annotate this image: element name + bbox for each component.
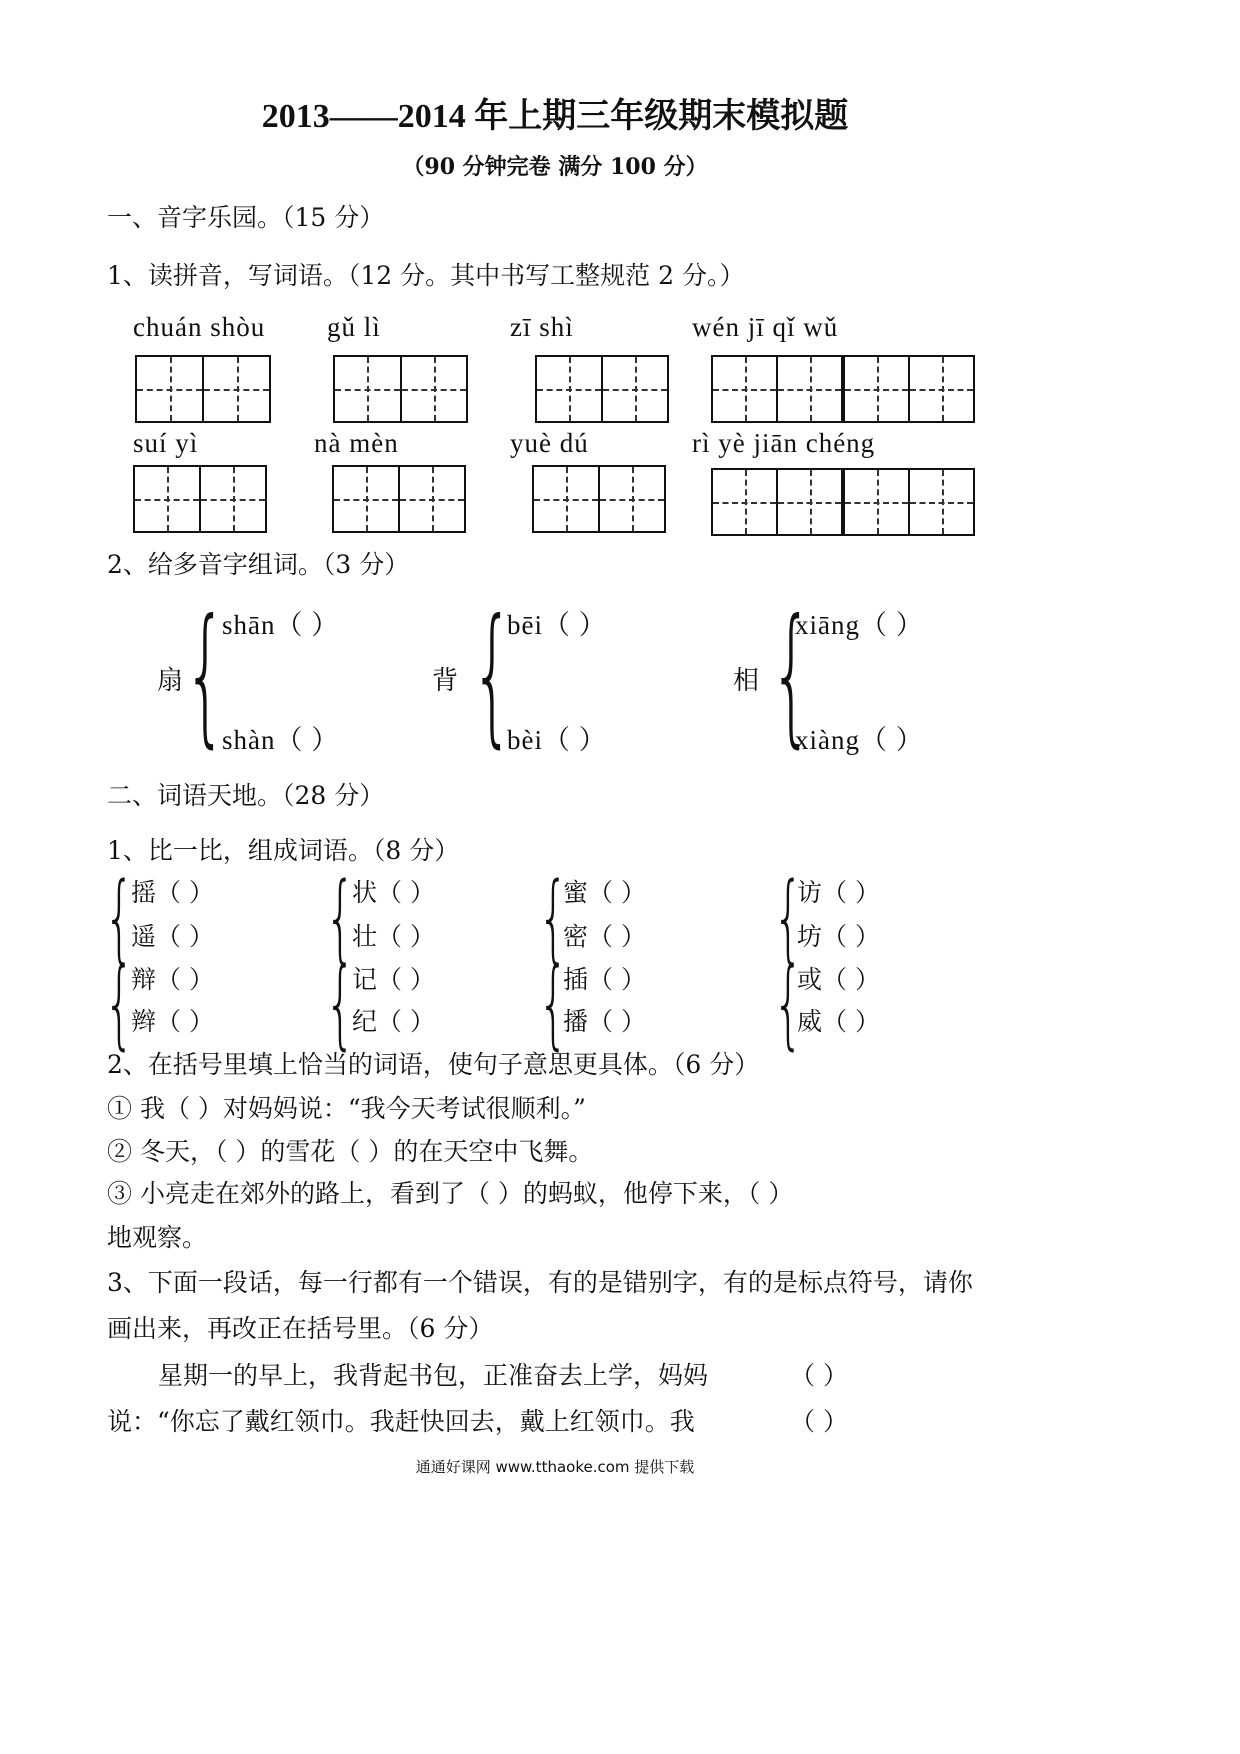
- brace-icon: {: [770, 588, 813, 762]
- section1-q2-heading: 2、给多音字组词。（3 分）: [107, 550, 410, 579]
- polyphone-reading: shàn（ ）: [222, 725, 340, 755]
- compare-word: 密（ ）: [563, 922, 646, 951]
- compare-word: 纪（ ）: [352, 1007, 435, 1036]
- sentence-line: ③ 小亮走在郊外的路上，看到了（ ）的蚂蚁，他停下来，（ ）: [107, 1179, 794, 1208]
- brace-icon: {: [325, 862, 356, 974]
- section2-q2-heading: 2、在括号里填上恰当的词语，使句子意思更具体。（6 分）: [107, 1050, 760, 1079]
- compare-word: 插（ ）: [563, 965, 646, 994]
- page-title: 2013——2014 年上期三年级期末模拟题: [261, 98, 849, 135]
- brace-icon: {: [773, 948, 804, 1060]
- polyphone-char: 扇: [157, 666, 184, 696]
- section1-heading: 一、音字乐园。（15 分）: [107, 203, 385, 232]
- pinyin-label: zī shì: [510, 312, 574, 342]
- correction-blank[interactable]: （ ）: [790, 1361, 848, 1390]
- footer-credit: 通通好课网 www.tthaoke.com 提供下载: [415, 1458, 695, 1476]
- brace-icon: {: [471, 588, 514, 762]
- brace-icon: {: [104, 862, 135, 974]
- writing-grid[interactable]: [135, 355, 271, 423]
- pinyin-label: rì yè jiān chéng: [692, 428, 876, 458]
- pinyin-label: suí yì: [133, 428, 199, 458]
- section2-q3-heading: 3、下面一段话，每一行都有一个错误，有的是错别字，有的是标点符号，请你: [107, 1268, 973, 1297]
- brace-icon: {: [104, 948, 135, 1060]
- polyphone-reading: xiàng（ ）: [795, 725, 924, 755]
- polyphone-char: 背: [432, 666, 459, 696]
- writing-grid[interactable]: [333, 355, 468, 423]
- compare-word: 壮（ ）: [352, 922, 435, 951]
- sentence-line: ② 冬天，（ ）的雪花（ ）的在天空中飞舞。: [107, 1137, 594, 1166]
- section2-q3-heading-cont: 画出来，再改正在括号里。（6 分）: [107, 1314, 494, 1343]
- passage-line: 星期一的早上，我背起书包，正准奋去上学，妈妈: [158, 1361, 709, 1390]
- sentence-line: ① 我（ ）对妈妈说：“我今天考试很顺利。”: [107, 1094, 586, 1123]
- passage-line: 说：“你忘了戴红领巾。我赶快回去，戴上红领巾。我: [107, 1407, 695, 1436]
- compare-word: 威（ ）: [797, 1007, 880, 1036]
- writing-grid[interactable]: [711, 468, 975, 536]
- pinyin-label: yuè dú: [510, 428, 589, 458]
- brace-icon: {: [773, 862, 804, 974]
- writing-grid[interactable]: [711, 355, 975, 423]
- pinyin-label: gǔ lì: [327, 312, 381, 342]
- polyphone-reading: xiāng（ ）: [795, 610, 924, 640]
- section1-q1-heading: 1、读拼音，写词语。（12 分。其中书写工整规范 2 分。）: [107, 261, 745, 290]
- writing-grid[interactable]: [532, 465, 666, 533]
- compare-word: 记（ ）: [352, 965, 435, 994]
- writing-grid[interactable]: [535, 355, 669, 423]
- brace-icon: {: [538, 948, 569, 1060]
- compare-word: 遥（ ）: [131, 922, 214, 951]
- writing-grid[interactable]: [332, 465, 466, 533]
- compare-word: 播（ ）: [563, 1007, 646, 1036]
- compare-word: 摇（ ）: [131, 878, 214, 907]
- writing-grid[interactable]: [133, 465, 267, 533]
- compare-word: 蜜（ ）: [563, 878, 646, 907]
- polyphone-reading: shān（ ）: [222, 610, 340, 640]
- compare-word: 坊（ ）: [797, 922, 880, 951]
- page-subtitle: （90 分钟完卷 满分 100 分）: [402, 154, 708, 180]
- compare-word: 访（ ）: [797, 878, 880, 907]
- compare-word: 辩（ ）: [131, 965, 214, 994]
- brace-icon: {: [184, 588, 227, 762]
- section2-q1-heading: 1、比一比，组成词语。（8 分）: [107, 836, 460, 865]
- polyphone-char: 相: [733, 666, 760, 696]
- pinyin-label: chuán shòu: [133, 312, 266, 342]
- compare-word: 辫（ ）: [131, 1007, 214, 1036]
- compare-word: 或（ ）: [797, 965, 880, 994]
- compare-word: 状（ ）: [352, 878, 435, 907]
- correction-blank[interactable]: （ ）: [790, 1407, 848, 1436]
- brace-icon: {: [325, 948, 356, 1060]
- pinyin-label: wén jī qǐ wǔ: [692, 312, 839, 342]
- polyphone-reading: bēi（ ）: [507, 610, 607, 640]
- section2-heading: 二、词语天地。（28 分）: [107, 781, 385, 810]
- sentence-line: 地观察。: [107, 1223, 208, 1252]
- brace-icon: {: [538, 862, 569, 974]
- polyphone-reading: bèi（ ）: [507, 725, 607, 755]
- pinyin-label: nà mèn: [314, 428, 399, 458]
